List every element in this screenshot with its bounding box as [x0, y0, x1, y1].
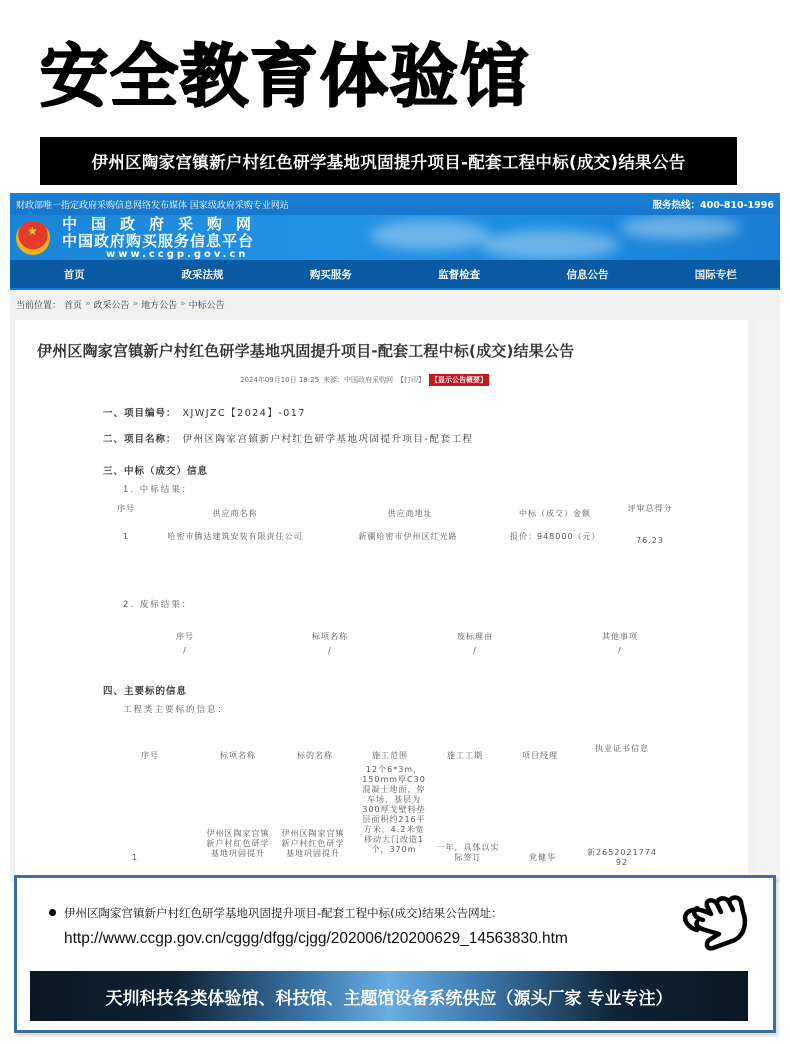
breadcrumb-home[interactable]: 首页: [64, 300, 83, 311]
project-name: 伊州区陶家宫镇新户村红色研学基地巩固提升项目-配套工程: [182, 434, 474, 445]
table-header: 执业证书信息: [595, 744, 649, 753]
section-label: 三、中标（成交）信息: [103, 466, 209, 477]
logo-url: www.ccgp.gov.cn: [106, 249, 249, 260]
table-header: 供应商名称: [212, 509, 258, 518]
hero-title: 安全教育体验馆: [40, 38, 531, 117]
project-manager: 党健华: [529, 853, 556, 862]
table-cell: /: [183, 646, 187, 655]
license-info: 新265202177492: [587, 848, 657, 867]
section-label: 一、项目编号：: [103, 408, 177, 419]
nav-purchase-services[interactable]: 购买服务: [309, 268, 352, 281]
table-header: 施工范围: [372, 751, 408, 760]
logo-subtitle: 中国政府购买服务信息平台: [62, 232, 255, 250]
scrollbar[interactable]: [754, 320, 780, 883]
announcement-card: [15, 320, 748, 883]
breadcrumb-sep: »: [180, 299, 186, 309]
construction-period: 一年，具体以实际签订: [436, 843, 500, 862]
breadcrumb-sep: »: [132, 299, 139, 309]
gov-site-screenshot: [10, 193, 780, 883]
nav-regulations[interactable]: 政采法规: [181, 268, 224, 281]
section-label: 四、主要标的信息: [103, 686, 188, 697]
breadcrumb-sep: »: [85, 299, 91, 309]
project-number: XJWJZC【2024】-017: [182, 408, 306, 419]
table-header: 标项名称: [220, 751, 256, 760]
table-header: 其他事项: [602, 632, 638, 641]
table-header: 序号: [176, 632, 194, 641]
supplier-banner: 天圳科技各类体验馆、科技馆、主题馆设备系统供应（源头厂家 专业专注）: [30, 971, 748, 1021]
items-table: [125, 744, 725, 883]
national-emblem-icon: [16, 221, 50, 255]
breadcrumb-label: 当前位置：: [16, 300, 62, 311]
failed-result-label: 2. 废标结果：: [123, 600, 193, 610]
hero-banner: 伊州区陶家宫镇新户村红色研学基地巩固提升项目-配套工程中标(成交)结果公告: [40, 137, 737, 185]
failed-table: [115, 632, 715, 662]
supplier-address: 新疆哈密市伊州区红光路: [358, 532, 458, 541]
nav-announcements[interactable]: 信息公告: [566, 268, 609, 281]
logo-title: 中国政府采购网: [62, 215, 266, 233]
table-header: 项目经理: [522, 751, 558, 760]
breadcrumb-gov-announcements[interactable]: 政采公告: [93, 300, 130, 311]
announcement-url-link[interactable]: http://www.ccgp.gov.cn/cggg/dfgg/cjgg/202006/t20200629_14563830.htm: [64, 930, 568, 947]
print-link[interactable]: 【打印】: [397, 376, 426, 384]
site-header: [10, 215, 780, 260]
item-name: 伊州区陶家宫镇新户村红色研学基地巩固提升: [281, 829, 345, 858]
announcement-meta: [240, 374, 489, 386]
main-items-label: 工程类主要标的信息：: [123, 705, 229, 715]
table-header: 评审总得分: [627, 504, 673, 513]
table-header: 施工工期: [447, 751, 483, 760]
nav-home[interactable]: 首页: [63, 268, 85, 281]
section-label: 二、项目名称：: [103, 434, 177, 445]
breadcrumb-award-announcements[interactable]: 中标公告: [188, 300, 225, 311]
table-header: 序号: [117, 504, 135, 513]
site-tagline: 财政部唯一指定政府采购信息网络发布媒体 国家级政府采购专业网站: [16, 200, 289, 211]
breadcrumb: [10, 290, 780, 318]
bullet-icon: [49, 909, 56, 916]
award-result-label: 1. 中标结果：: [123, 485, 193, 495]
site-nav: [10, 260, 780, 290]
award-amount: 报价：948000（元）: [510, 532, 601, 541]
section-project-number: [103, 405, 306, 419]
nav-supervision[interactable]: 监督检查: [438, 268, 481, 281]
announcement-title: 伊州区陶家宫镇新户村红色研学基地巩固提升项目-配套工程中标(成交)结果公告: [37, 342, 575, 360]
callout-label: 伊州区陶家宫镇新户村红色研学基地巩固提升项目-配套工程中标(成交)结果公告网址：: [64, 906, 503, 920]
construction-scope: 12个6*3m，150mm厚C30混凝土地面，停车场，基层为300厚戈壁料垫层面积约216平方米，4.2米宽移动大门改造1个，370m: [362, 765, 426, 854]
table-header: 序号: [141, 751, 159, 760]
url-callout: [14, 875, 776, 1033]
pointing-hand-icon: [677, 890, 761, 954]
hotline: 服务热线：400-810-1996: [652, 200, 774, 211]
review-score: 76.23: [636, 536, 664, 545]
table-header: 供应商地址: [387, 509, 433, 518]
section-main-items: [103, 683, 187, 697]
site-topbar: [10, 193, 780, 215]
source: 来源：中国政府采购网: [323, 376, 394, 384]
table-header: 标项名称: [312, 632, 348, 641]
site-logo[interactable]: [62, 216, 265, 260]
breadcrumb-local-announcements[interactable]: 地方公告: [141, 300, 178, 311]
table-cell: 1: [131, 853, 139, 862]
show-summary-button[interactable]: 【显示公告概要】: [431, 376, 488, 384]
lot-name: 伊州区陶家宫镇新户村红色研学基地巩固提升: [206, 829, 270, 858]
publish-date: 2024年09月10日 18:25: [240, 376, 320, 384]
table-cell: /: [473, 646, 477, 655]
table-header: 标的名称: [297, 751, 333, 760]
section-award-info: [103, 463, 208, 477]
table-header: 中标（成交）金额: [519, 509, 591, 518]
winner-table: [115, 504, 725, 554]
section-project-name: [103, 431, 473, 445]
nav-international[interactable]: 国际专栏: [694, 268, 737, 281]
supplier-name: 哈密市腾达建筑安装有限责任公司: [167, 532, 303, 541]
table-cell: /: [618, 646, 622, 655]
table-header: 废标理由: [457, 632, 493, 641]
table-cell: 1: [122, 532, 130, 541]
table-cell: /: [328, 646, 332, 655]
